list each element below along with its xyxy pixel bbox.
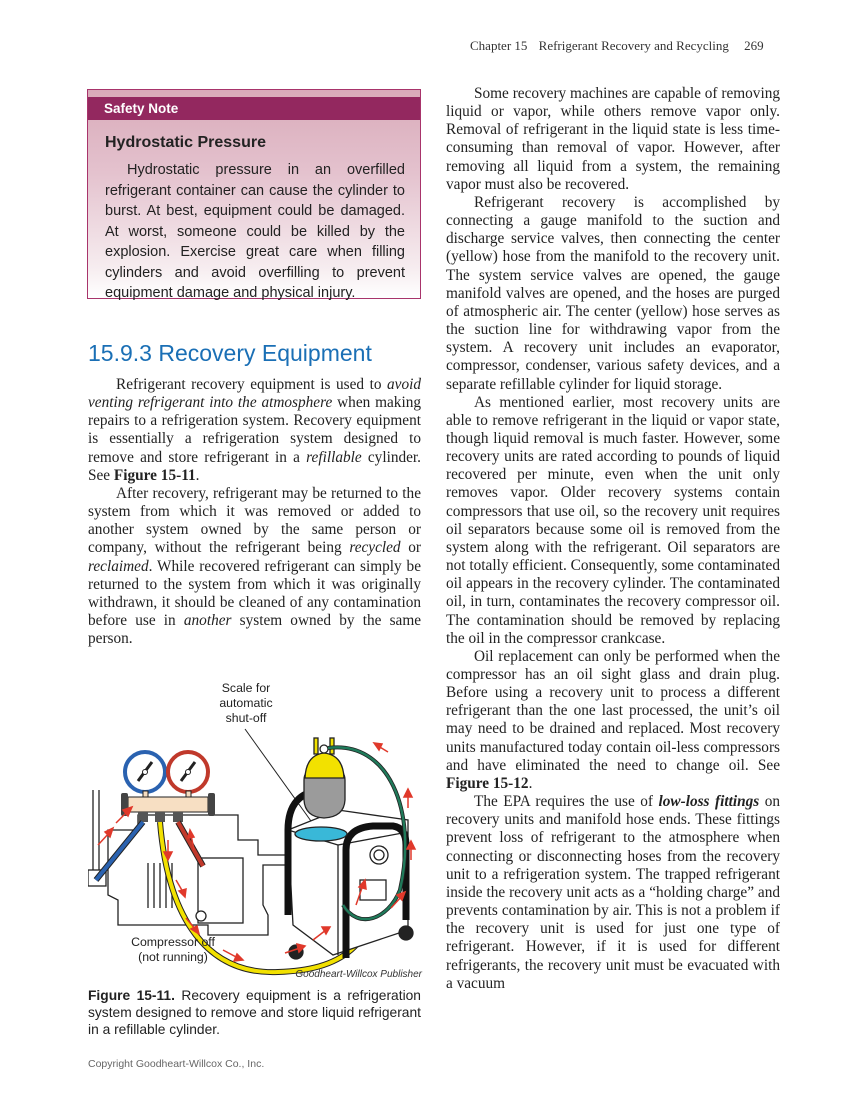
manifold-body (128, 797, 208, 812)
emphasis-text: refillable (306, 448, 362, 466)
caption-text: Recovery equipment is a refrigeration system designed to remove and store liquid refrigerant in a refillable cylinder. (88, 988, 421, 1037)
paragraph (88, 485, 421, 648)
text-run: on recovery units and manifold hose ends. These fittings prevent loss of refrigerant to the atmosphere when connecting or disconnecting hoses from the recovery unit to a refrigeration system. The trapped refrigerant inside the recovery unit acts as a “holding charge” and prevents contamination by air. This is not a problem if the recovery unit is used for just one type of refrigerant. However, if it is used for different refrigerants, the recovery unit must be evacuated with a vacuum (446, 793, 780, 992)
caption-label: Figure 15-11. (88, 988, 175, 1003)
text-run: cylinder. See (88, 448, 421, 484)
text-run: when making repairs to a refrigeration system. Recovery equipment is essentially a refrigeration system designed to remove and store refrigerant in a (88, 394, 421, 466)
scale-platform (295, 827, 347, 841)
copyright-footer: Copyright Goodheart-Willcox Co., Inc. (88, 1058, 265, 1070)
emphasis-text: Figure 15-11 (113, 466, 196, 484)
left-column-text (88, 376, 421, 648)
emphasis-text: another (183, 612, 232, 630)
emphasis-text: reclaimed (88, 557, 149, 575)
text-run: Refrigerant recovery equipment is used to (116, 376, 387, 393)
paragraph (446, 85, 780, 194)
safety-note-label: Safety Note (88, 97, 420, 120)
text-run: Refrigerant recovery is accomplished by connecting a gauge manifold to the suction and discharge service valves, then connecting the center (yellow) hose from the manifold to the recovery unit. The system service valves are opened, the gauge manifold valves are opened, and the hoses are purged of atmospheric air. The center (yellow) hose serves as the suction line for withdrawing vapor from the system. A recovery unit includes an evaporator, compressor, condenser, various safety devices, and a separate refillable cylinder for liquid storage. (446, 193, 780, 393)
page-number: 269 (744, 38, 764, 53)
figure-caption (88, 987, 421, 1038)
label-line: automatic (219, 696, 273, 710)
label-line: Compressor off (131, 935, 215, 949)
text-run: The EPA requires the use of (474, 793, 659, 811)
chapter-number: Chapter 15 (470, 38, 528, 53)
paragraph (446, 793, 780, 993)
safety-note-body: Hydrostatic pressure in an overfilled refrigerant container can cause the cylinder to burst. At best, equipment could be damaged. At worst, someone could be killed by the explosion. Exercise great care when filling cylinders and avoid overfilling to prevent equipment damage and physical injury. (105, 162, 405, 301)
label-scale-for-automatic-shutoff (206, 681, 286, 726)
text-run: or (400, 539, 421, 557)
emphasis-text: recycled (349, 539, 401, 557)
label-line: (not running) (138, 950, 208, 964)
label-line: Scale for (221, 681, 271, 695)
emphasis-text: low-loss fittings (658, 793, 760, 811)
label-line: shut-off (225, 711, 267, 725)
right-column-text (446, 85, 780, 993)
text-run: Oil replacement can only be performed when the compressor has an oil sight glass and drain plug. Before using a recovery unit to process a different refrigerant than the one last processed, the unit’s oil may need to be drained and replaced. Most recovery units manufactured today contain oil-less compressors and have eliminated the need to change oil. See (446, 647, 780, 774)
gauge-manifold (121, 752, 215, 822)
emphasis-text: Figure 15-12 (446, 774, 529, 792)
paragraph (446, 194, 780, 394)
text-run: Some recovery machines are capable of removing liquid or vapor, while others remove vapor only. Removal of refrigerant in the liquid state is less time-consuming than removal of vapor. However, after removing all liquid from a system, the remaining vapor must also be recovered. (446, 85, 780, 193)
running-head (470, 38, 780, 54)
chapter-title: Refrigerant Recovery and Recycling (538, 38, 729, 53)
paragraph (446, 648, 780, 793)
figure-credit: Goodheart-Willcox Publisher (295, 969, 422, 980)
safety-note-box (87, 89, 421, 299)
paragraph (88, 376, 421, 485)
safety-note-title: Hydrostatic Pressure (105, 134, 266, 151)
recovery-cylinder (304, 738, 345, 818)
text-run: After recovery, refrigerant may be returned to the system from which it was removed or added to another system owned by the same person or company, without the refrigerant being (88, 484, 421, 557)
label-compressor-off (118, 935, 228, 965)
emphasis-text: avoid venting refrigerant into the atmosphere (88, 376, 421, 412)
text-run: . While recovered refrigerant can simply be returned to the system from which it was originally withdrawn, it should be cleaned of any contamination before use in (88, 557, 421, 630)
section-heading: 15.9.3 Recovery Equipment (88, 340, 372, 366)
text-run: . (195, 466, 200, 484)
figure-15-11 (88, 680, 422, 980)
text-run: system owned by the same person. (88, 612, 422, 648)
text-run: . (528, 774, 533, 792)
text-run: As mentioned earlier, most recovery units are able to remove refrigerant in the liquid or vapor state, though liquid removal is much faster. However, some recovery units are rated according to pounds of liquid recovered per minute, even when the unit only removes vapor. Older recovery systems contain compressors that use oil, so the recovery unit requires oil separators because some oil is removed from the system along with the refrigerant. Oil separators are not totally efficient. Consequently, some contaminated oil appears in the recovery cylinder. The contaminated oil, in turn, contaminates the recovery compressor oil. The contamination should be removed by replacing the oil in the compressor crankcase. (446, 393, 780, 647)
paragraph (446, 394, 780, 648)
